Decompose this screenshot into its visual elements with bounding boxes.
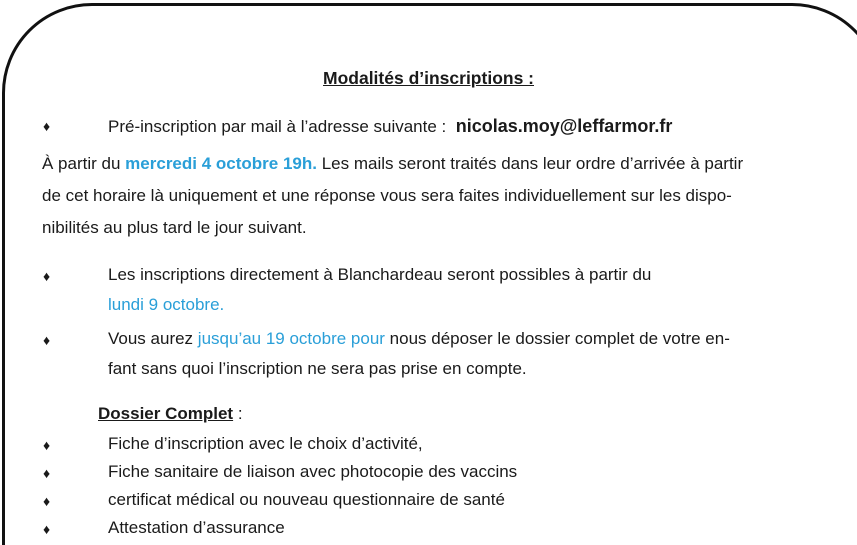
deadline-line1-rest: nous déposer le dossier complet de votre en- <box>389 329 730 348</box>
diamond-bullet-icon: ♦ <box>43 465 51 481</box>
dossier-item: certificat médical ou nouveau questionnaire de santé <box>108 490 505 509</box>
diamond-bullet-icon: ♦ <box>43 493 51 509</box>
deadline-prefix: Vous aurez <box>108 329 194 348</box>
preinscription-text: Pré-inscription par mail à l’adresse suivante : <box>108 117 447 136</box>
deadline-date: jusqu’au 19 octobre pour <box>197 329 385 348</box>
opening-date: mercredi 4 octobre 19h. <box>125 154 317 173</box>
deadline-line-1 <box>108 329 730 349</box>
diamond-bullet-icon: ♦ <box>43 521 51 537</box>
paragraph-prefix: À partir du <box>42 154 121 173</box>
blanchardeau-date: lundi 9 octobre. <box>108 295 225 314</box>
page-title: Modalités d’inscriptions : <box>323 68 534 88</box>
dossier-heading: Dossier Complet : <box>98 404 243 423</box>
dossier-item: Attestation d’assurance <box>108 518 285 537</box>
diamond-bullet-icon: ♦ <box>43 118 51 134</box>
paragraph-line-1 <box>42 154 743 174</box>
paragraph-line-2: de cet horaire là uniquement et une réponse vous sera faites individuellement sur les dispo- <box>42 186 732 205</box>
paragraph-line1-rest: Les mails seront traités dans leur ordre d’arrivée à partir <box>321 154 744 173</box>
blanchardeau-line-1: Les inscriptions directement à Blanchardeau seront possibles à partir du <box>108 265 652 284</box>
diamond-bullet-icon: ♦ <box>43 268 51 284</box>
deadline-line-2: fant sans quoi l’inscription ne sera pas prise en compte. <box>108 359 527 378</box>
dossier-item: Fiche d’inscription avec le choix d’activité, <box>108 434 423 453</box>
diamond-bullet-icon: ♦ <box>43 437 51 453</box>
diamond-bullet-icon: ♦ <box>43 332 51 348</box>
dossier-item: Fiche sanitaire de liaison avec photocopie des vaccins <box>108 462 518 481</box>
preinscription-line <box>108 116 672 137</box>
paragraph-line-3: nibilités au plus tard le jour suivant. <box>42 218 307 237</box>
contact-email-link[interactable]: nicolas.moy@leffarmor.fr <box>455 116 673 136</box>
